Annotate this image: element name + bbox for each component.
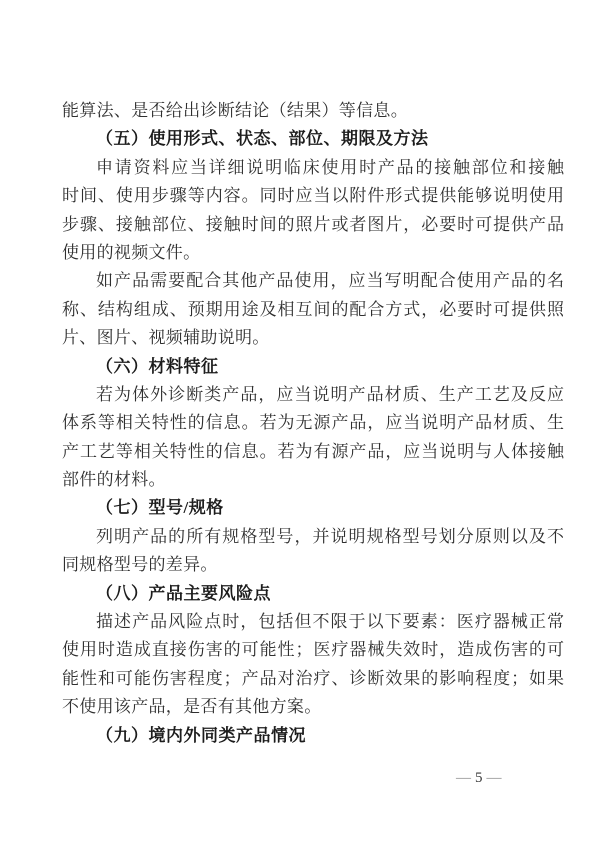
paragraph-line: 描述产品风险点时，包括但不限于以下要素：医疗器械正常 (96, 612, 564, 632)
paragraph-line: 能性和可能伤害程度；产品对治疗、诊断效果的影响程度；如果 (62, 668, 564, 688)
page-number (452, 766, 506, 790)
paragraph-line: 使用的视频文件。 (62, 242, 201, 262)
paragraph-line: 列明产品的所有规格型号，并说明规格型号划分原则以及不 (96, 526, 564, 546)
document-text-block (62, 97, 564, 750)
paragraph-line: 步骤、接触部位、接触时间的照片或者图片，必要时可提供产品 (62, 214, 564, 234)
section-heading: （五）使用形式、状态、部位、期限及方法 (96, 129, 429, 149)
page-number-value: 5 (475, 770, 483, 786)
section-heading: （八）产品主要风险点 (96, 583, 271, 603)
paragraph-line: 申请资料应当详细说明临床使用时产品的接触部位和接触 (96, 157, 564, 177)
paragraph-line: 称、结构组成、预期用途及相互间的配合方式，必要时可提供照 (62, 299, 564, 319)
paragraph-line: 若为体外诊断类产品，应当说明产品材质、生产工艺及反应 (96, 384, 564, 404)
section-heading: （七）型号/规格 (96, 498, 224, 518)
page-number-dash-right: — (486, 770, 502, 786)
paragraph-line: 能算法、是否给出诊断结论（结果）等信息。 (62, 101, 408, 120)
page-number-dash-left: — (456, 770, 471, 786)
section-heading: （九）境内外同类产品情况 (96, 725, 306, 745)
paragraph-line: 同规格型号的差异。 (62, 555, 218, 575)
paragraph-line: 时间、使用步骤等内容。同时应当以附件形式提供能够说明使用 (62, 186, 564, 206)
section-heading: （六）材料特征 (96, 356, 219, 376)
paragraph-line: 使用时造成直接伤害的可能性；医疗器械失效时，造成伤害的可 (62, 640, 564, 660)
paragraph-line: 如产品需要配合其他产品使用，应当写明配合使用产品的名 (96, 271, 564, 291)
paragraph-line: 体系等相关特性的信息。若为无源产品，应当说明产品材质、生 (62, 413, 564, 433)
paragraph-line: 不使用该产品，是否有其他方案。 (62, 697, 322, 717)
paragraph-line: 片、图片、视频辅助说明。 (62, 328, 270, 348)
paragraph-line: 部件的材料。 (62, 470, 166, 490)
paragraph-line: 产工艺等相关特性的信息。若为有源产品，应当说明与人体接触 (62, 441, 564, 461)
